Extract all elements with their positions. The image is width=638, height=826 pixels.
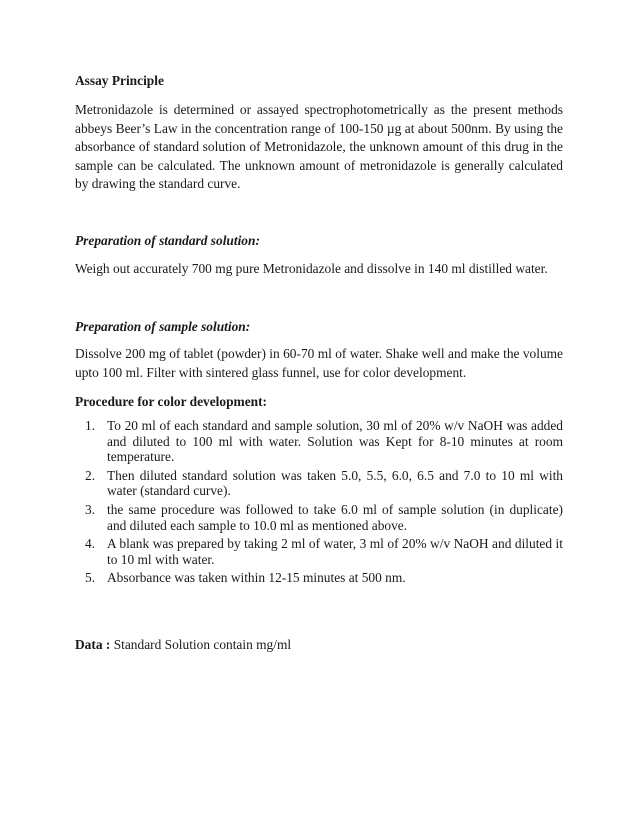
- step-text: A blank was prepared by taking 2 ml of water, 3 ml of 20% w/v NaOH and diluted it to 10 ml with water.: [107, 536, 563, 567]
- step-text: To 20 ml of each standard and sample solution, 30 ml of 20% w/v NaOH was added and diluted to 100 ml with water. Solution was Kept for 8-10 minutes at room temperature.: [107, 418, 563, 465]
- assay-principle-heading: Assay Principle: [75, 73, 164, 88]
- assay-principle-paragraph: Metronidazole is determined or assayed spectrophotometrically as the present methods abbeys Beer’s Law in the concentration range of 100-150 µg at about 500nm. By using the absorbance of standard solution of Metronidazole, the unknown amount of this drug in the sample can be calculated. The unknown amount of metronidazole is generally calculated by drawing the standard curve.: [75, 102, 563, 192]
- procedure-heading: Procedure for color development:: [75, 394, 268, 409]
- sample-solution-paragraph: Dissolve 200 mg of tablet (powder) in 60-70 ml of water. Shake well and make the volume upto 100 ml. Filter with sintered glass funnel, use for color development.: [75, 346, 563, 380]
- procedure-steps-list: [75, 418, 563, 586]
- step-number: 5.: [85, 570, 96, 586]
- step-text: Absorbance was taken within 12-15 minutes at 500 nm.: [107, 570, 406, 586]
- step-number: 2.: [85, 467, 96, 483]
- sample-solution-heading: Preparation of sample solution:: [75, 319, 251, 334]
- step-number: 3.: [85, 501, 96, 517]
- procedure-list-container: [75, 418, 563, 589]
- procedure-step: [85, 501, 563, 533]
- step-number: 4.: [85, 536, 96, 552]
- procedure-step: [85, 570, 563, 586]
- procedure-step: [85, 467, 563, 499]
- procedure-step: [85, 536, 563, 567]
- procedure-step: [85, 418, 563, 465]
- step-text: Then diluted standard solution was taken 5.0, 5.5, 6.0, 6.5 and 7.0 to 10 ml with water (standard curve).: [107, 467, 563, 499]
- data-text: Standard Solution contain mg/ml: [113, 637, 292, 652]
- data-label: Data :: [75, 637, 111, 652]
- standard-solution-paragraph: Weigh out accurately 700 mg pure Metronidazole and dissolve in 140 ml distilled water.: [75, 261, 548, 276]
- standard-solution-heading: Preparation of standard solution:: [75, 233, 260, 248]
- step-number: 1.: [85, 418, 96, 433]
- data-line: [75, 637, 563, 653]
- step-text: the same procedure was followed to take 6.0 ml of sample solution (in duplicate) and diluted each sample to 10.0 ml as mentioned above.: [107, 501, 563, 533]
